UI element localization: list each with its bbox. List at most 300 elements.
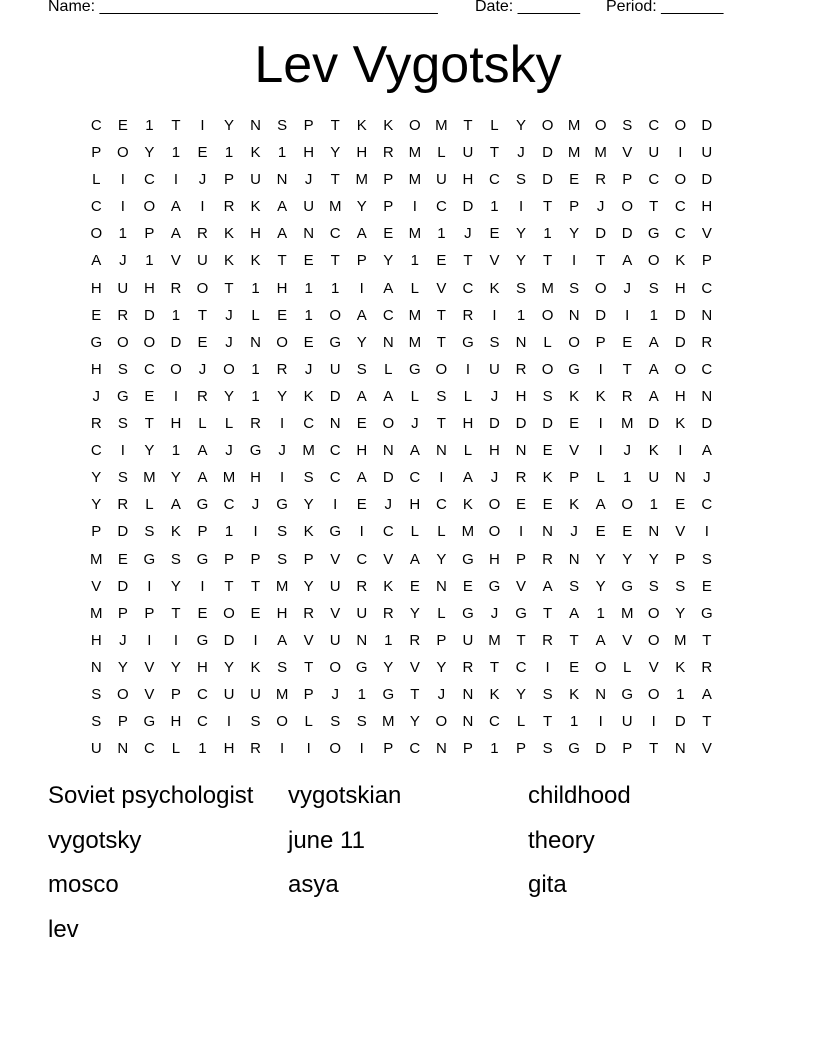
- grid-cell[interactable]: E: [516, 496, 527, 514]
- grid-cell[interactable]: D: [329, 387, 341, 405]
- grid-cell[interactable]: R: [117, 306, 129, 324]
- grid-cell[interactable]: H: [90, 631, 102, 649]
- grid-cell[interactable]: V: [648, 658, 659, 676]
- grid-cell[interactable]: T: [702, 713, 712, 731]
- grid-cell[interactable]: D: [648, 415, 660, 433]
- grid-cell[interactable]: M: [408, 225, 422, 243]
- grid-cell[interactable]: T: [463, 252, 473, 270]
- grid-cell[interactable]: Y: [277, 387, 288, 405]
- grid-cell[interactable]: S: [516, 171, 527, 189]
- grid-cell[interactable]: S: [250, 713, 261, 731]
- grid-cell[interactable]: K: [170, 523, 181, 541]
- grid-cell[interactable]: C: [435, 496, 447, 514]
- grid-cell[interactable]: 1: [516, 306, 526, 324]
- grid-cell[interactable]: H: [170, 713, 182, 731]
- grid-cell[interactable]: G: [462, 550, 474, 568]
- grid-cell[interactable]: I: [306, 740, 311, 758]
- grid-cell[interactable]: C: [515, 658, 527, 676]
- grid-cell[interactable]: P: [303, 550, 314, 568]
- grid-cell[interactable]: T: [622, 360, 632, 378]
- grid-cell[interactable]: J: [278, 442, 286, 460]
- grid-cell[interactable]: H: [674, 387, 686, 405]
- grid-cell[interactable]: A: [409, 550, 420, 568]
- grid-cell[interactable]: D: [595, 225, 607, 243]
- grid-cell[interactable]: Y: [516, 225, 527, 243]
- grid-cell[interactable]: M: [620, 604, 634, 622]
- grid-cell[interactable]: I: [518, 198, 524, 216]
- grid-cell[interactable]: P: [117, 713, 128, 731]
- grid-cell[interactable]: A: [595, 496, 606, 514]
- grid-cell[interactable]: E: [675, 496, 686, 514]
- grid-cell[interactable]: I: [598, 360, 603, 378]
- grid-cell[interactable]: L: [224, 415, 234, 433]
- grid-cell[interactable]: P: [436, 631, 447, 649]
- grid-cell[interactable]: K: [250, 198, 261, 216]
- grid-cell[interactable]: A: [197, 469, 208, 487]
- grid-cell[interactable]: M: [275, 685, 289, 703]
- grid-cell[interactable]: P: [224, 550, 235, 568]
- grid-cell[interactable]: E: [701, 577, 712, 595]
- grid-cell[interactable]: H: [276, 604, 288, 622]
- grid-cell[interactable]: K: [303, 523, 314, 541]
- grid-cell[interactable]: O: [621, 198, 634, 216]
- grid-cell[interactable]: O: [674, 117, 687, 134]
- grid-cell[interactable]: O: [541, 306, 554, 324]
- grid-cell[interactable]: V: [144, 658, 155, 676]
- grid-cell[interactable]: G: [621, 685, 634, 703]
- grid-cell[interactable]: A: [91, 252, 102, 270]
- grid-cell[interactable]: Y: [91, 496, 102, 514]
- grid-cell[interactable]: U: [489, 360, 500, 378]
- date-field[interactable]: Date: _______: [475, 0, 580, 15]
- grid-cell[interactable]: S: [170, 550, 181, 568]
- grid-cell[interactable]: Y: [330, 144, 341, 162]
- grid-cell[interactable]: R: [542, 550, 553, 568]
- grid-cell[interactable]: O: [116, 144, 129, 162]
- grid-cell[interactable]: T: [702, 631, 712, 649]
- grid-cell[interactable]: C: [674, 198, 686, 216]
- grid-cell[interactable]: V: [330, 550, 341, 568]
- grid-cell[interactable]: G: [276, 496, 288, 514]
- grid-cell[interactable]: N: [701, 387, 713, 405]
- grid-cell[interactable]: I: [412, 198, 417, 216]
- period-field[interactable]: Period: _______: [606, 0, 724, 15]
- grid-cell[interactable]: O: [329, 740, 342, 758]
- grid-cell[interactable]: S: [117, 360, 128, 378]
- grid-cell[interactable]: O: [541, 117, 554, 134]
- grid-cell[interactable]: Y: [224, 117, 235, 134]
- grid-cell[interactable]: A: [542, 577, 553, 595]
- grid-cell[interactable]: T: [171, 604, 181, 622]
- grid-cell[interactable]: N: [674, 740, 686, 758]
- word-search-grid[interactable]: [83, 112, 720, 762]
- grid-cell[interactable]: G: [462, 333, 474, 351]
- grid-cell[interactable]: R: [303, 604, 315, 622]
- grid-cell[interactable]: M: [275, 577, 289, 595]
- grid-cell[interactable]: N: [382, 442, 394, 460]
- grid-cell[interactable]: S: [436, 387, 447, 405]
- grid-cell[interactable]: A: [409, 442, 420, 460]
- grid-cell[interactable]: H: [462, 171, 474, 189]
- grid-cell[interactable]: T: [144, 415, 154, 433]
- grid-cell[interactable]: N: [435, 740, 447, 758]
- grid-cell[interactable]: E: [622, 333, 633, 351]
- grid-cell[interactable]: M: [408, 333, 422, 351]
- grid-cell[interactable]: T: [569, 631, 579, 649]
- grid-cell[interactable]: K: [542, 469, 553, 487]
- grid-cell[interactable]: N: [542, 523, 553, 541]
- grid-cell[interactable]: S: [91, 713, 102, 731]
- grid-cell[interactable]: P: [675, 550, 686, 568]
- grid-cell[interactable]: U: [250, 171, 261, 189]
- grid-cell[interactable]: I: [704, 523, 709, 541]
- grid-cell[interactable]: S: [622, 117, 633, 134]
- grid-cell[interactable]: N: [276, 171, 288, 189]
- grid-cell[interactable]: V: [330, 604, 341, 622]
- grid-cell[interactable]: S: [569, 577, 580, 595]
- grid-cell[interactable]: L: [463, 387, 473, 405]
- grid-cell[interactable]: P: [144, 225, 155, 243]
- grid-cell[interactable]: I: [253, 523, 258, 541]
- grid-cell[interactable]: 1: [490, 740, 499, 758]
- grid-cell[interactable]: J: [703, 469, 711, 487]
- grid-cell[interactable]: K: [250, 658, 261, 676]
- grid-cell[interactable]: 1: [224, 144, 234, 162]
- grid-cell[interactable]: I: [280, 740, 285, 758]
- grid-cell[interactable]: G: [196, 550, 209, 568]
- grid-cell[interactable]: P: [462, 740, 473, 758]
- grid-cell[interactable]: O: [223, 604, 235, 622]
- grid-cell[interactable]: O: [594, 658, 607, 676]
- grid-cell[interactable]: R: [250, 415, 261, 433]
- grid-cell[interactable]: O: [409, 117, 421, 134]
- grid-cell[interactable]: K: [675, 658, 686, 676]
- grid-cell[interactable]: K: [383, 577, 394, 595]
- grid-cell[interactable]: G: [143, 713, 156, 731]
- grid-cell[interactable]: G: [249, 442, 262, 460]
- grid-cell[interactable]: T: [649, 740, 659, 758]
- grid-cell[interactable]: O: [674, 171, 687, 189]
- grid-cell[interactable]: 1: [304, 279, 313, 297]
- grid-cell[interactable]: T: [436, 333, 446, 351]
- grid-cell[interactable]: 1: [410, 252, 419, 270]
- grid-cell[interactable]: P: [91, 523, 102, 541]
- grid-cell[interactable]: D: [489, 415, 500, 433]
- grid-cell[interactable]: I: [625, 306, 630, 324]
- grid-cell[interactable]: A: [356, 387, 367, 405]
- grid-cell[interactable]: M: [90, 550, 103, 568]
- grid-cell[interactable]: C: [329, 442, 341, 460]
- grid-cell[interactable]: R: [515, 360, 527, 378]
- grid-cell[interactable]: D: [382, 469, 394, 487]
- grid-cell[interactable]: J: [225, 442, 233, 460]
- grid-cell[interactable]: P: [144, 604, 155, 622]
- grid-cell[interactable]: Y: [516, 117, 527, 134]
- grid-cell[interactable]: I: [253, 631, 258, 649]
- grid-cell[interactable]: C: [489, 171, 500, 189]
- grid-cell[interactable]: A: [170, 225, 181, 243]
- grid-cell[interactable]: K: [383, 117, 394, 134]
- grid-cell[interactable]: U: [701, 144, 713, 162]
- grid-cell[interactable]: I: [280, 469, 285, 487]
- grid-cell[interactable]: P: [569, 198, 580, 216]
- grid-cell[interactable]: A: [595, 631, 606, 649]
- grid-cell[interactable]: R: [621, 387, 633, 405]
- grid-cell[interactable]: E: [303, 333, 314, 351]
- grid-cell[interactable]: C: [701, 360, 713, 378]
- grid-cell[interactable]: E: [144, 387, 155, 405]
- grid-cell[interactable]: A: [701, 442, 712, 460]
- grid-cell[interactable]: P: [516, 550, 527, 568]
- grid-cell[interactable]: C: [329, 469, 341, 487]
- grid-cell[interactable]: M: [222, 469, 236, 487]
- grid-cell[interactable]: Y: [91, 469, 102, 487]
- grid-cell[interactable]: O: [143, 198, 156, 216]
- grid-cell[interactable]: E: [569, 171, 580, 189]
- grid-cell[interactable]: M: [435, 117, 448, 134]
- grid-cell[interactable]: O: [382, 415, 395, 433]
- grid-cell[interactable]: O: [276, 333, 288, 351]
- grid-cell[interactable]: 1: [569, 713, 579, 731]
- grid-cell[interactable]: 1: [437, 225, 446, 243]
- grid-cell[interactable]: C: [143, 360, 155, 378]
- grid-cell[interactable]: I: [439, 469, 444, 487]
- grid-cell[interactable]: I: [651, 713, 656, 731]
- grid-cell[interactable]: Y: [409, 713, 420, 731]
- grid-cell[interactable]: R: [462, 658, 474, 676]
- grid-cell[interactable]: N: [382, 333, 394, 351]
- grid-cell[interactable]: I: [120, 171, 125, 189]
- grid-cell[interactable]: J: [225, 306, 233, 324]
- grid-cell[interactable]: P: [356, 252, 367, 270]
- grid-cell[interactable]: 1: [304, 306, 313, 324]
- grid-cell[interactable]: H: [90, 360, 102, 378]
- grid-cell[interactable]: I: [120, 442, 125, 460]
- grid-cell[interactable]: H: [356, 144, 368, 162]
- grid-cell[interactable]: O: [594, 279, 607, 297]
- grid-cell[interactable]: T: [489, 144, 500, 162]
- grid-cell[interactable]: L: [410, 279, 419, 297]
- grid-cell[interactable]: M: [461, 523, 475, 541]
- grid-cell[interactable]: O: [170, 360, 182, 378]
- grid-cell[interactable]: Y: [170, 658, 181, 676]
- grid-cell[interactable]: T: [542, 198, 553, 216]
- grid-cell[interactable]: 1: [145, 117, 154, 134]
- grid-cell[interactable]: K: [675, 415, 686, 433]
- grid-cell[interactable]: C: [462, 279, 474, 297]
- grid-cell[interactable]: T: [330, 117, 340, 134]
- grid-cell[interactable]: D: [701, 171, 713, 189]
- grid-cell[interactable]: A: [648, 360, 659, 378]
- grid-cell[interactable]: N: [568, 550, 580, 568]
- grid-cell[interactable]: N: [303, 225, 315, 243]
- grid-cell[interactable]: G: [515, 604, 527, 622]
- grid-cell[interactable]: L: [437, 604, 446, 622]
- grid-cell[interactable]: R: [382, 604, 394, 622]
- grid-cell[interactable]: H: [90, 279, 102, 297]
- grid-cell[interactable]: K: [224, 225, 235, 243]
- grid-cell[interactable]: Y: [409, 604, 420, 622]
- grid-cell[interactable]: O: [541, 360, 554, 378]
- grid-cell[interactable]: L: [490, 117, 499, 134]
- grid-cell[interactable]: V: [409, 658, 420, 676]
- grid-cell[interactable]: C: [701, 496, 713, 514]
- grid-cell[interactable]: N: [568, 306, 580, 324]
- grid-cell[interactable]: I: [280, 415, 285, 433]
- grid-cell[interactable]: O: [329, 306, 342, 324]
- grid-cell[interactable]: U: [90, 740, 102, 758]
- grid-cell[interactable]: Y: [675, 604, 686, 622]
- grid-cell[interactable]: 1: [543, 225, 552, 243]
- grid-cell[interactable]: T: [489, 658, 500, 676]
- grid-cell[interactable]: R: [250, 740, 261, 758]
- grid-cell[interactable]: O: [647, 685, 660, 703]
- grid-cell[interactable]: S: [516, 279, 527, 297]
- grid-cell[interactable]: N: [515, 442, 527, 460]
- grid-cell[interactable]: C: [382, 306, 394, 324]
- grid-cell[interactable]: G: [462, 604, 474, 622]
- grid-cell[interactable]: M: [674, 631, 687, 649]
- grid-cell[interactable]: K: [675, 252, 686, 270]
- grid-cell[interactable]: U: [197, 252, 208, 270]
- grid-cell[interactable]: J: [623, 279, 631, 297]
- grid-cell[interactable]: J: [570, 523, 578, 541]
- grid-cell[interactable]: O: [594, 117, 607, 134]
- grid-cell[interactable]: K: [489, 279, 500, 297]
- grid-cell[interactable]: S: [144, 523, 155, 541]
- grid-cell[interactable]: Y: [516, 685, 527, 703]
- grid-cell[interactable]: L: [543, 333, 552, 351]
- grid-cell[interactable]: N: [701, 306, 713, 324]
- grid-cell[interactable]: V: [303, 631, 314, 649]
- grid-cell[interactable]: D: [117, 577, 129, 595]
- grid-cell[interactable]: E: [197, 604, 208, 622]
- grid-cell[interactable]: A: [356, 225, 367, 243]
- grid-cell[interactable]: S: [542, 685, 553, 703]
- grid-cell[interactable]: O: [276, 713, 288, 731]
- grid-cell[interactable]: L: [251, 306, 260, 324]
- grid-cell[interactable]: J: [304, 171, 313, 189]
- grid-cell[interactable]: A: [648, 387, 659, 405]
- grid-cell[interactable]: L: [437, 523, 446, 541]
- grid-cell[interactable]: J: [384, 496, 393, 514]
- grid-cell[interactable]: Y: [648, 550, 659, 568]
- grid-cell[interactable]: M: [594, 144, 607, 162]
- grid-cell[interactable]: Y: [144, 442, 155, 460]
- grid-cell[interactable]: D: [595, 740, 607, 758]
- grid-cell[interactable]: H: [250, 225, 261, 243]
- grid-cell[interactable]: J: [490, 469, 499, 487]
- grid-cell[interactable]: A: [170, 198, 181, 216]
- grid-cell[interactable]: D: [542, 415, 553, 433]
- grid-cell[interactable]: G: [647, 225, 660, 243]
- grid-cell[interactable]: N: [462, 713, 474, 731]
- grid-cell[interactable]: S: [277, 658, 288, 676]
- grid-cell[interactable]: E: [117, 117, 128, 134]
- grid-cell[interactable]: L: [145, 496, 154, 514]
- grid-cell[interactable]: Y: [356, 198, 367, 216]
- grid-cell[interactable]: T: [649, 198, 659, 216]
- grid-cell[interactable]: K: [224, 252, 235, 270]
- grid-cell[interactable]: I: [333, 496, 338, 514]
- grid-cell[interactable]: N: [674, 469, 686, 487]
- grid-cell[interactable]: D: [595, 306, 607, 324]
- grid-cell[interactable]: C: [143, 171, 155, 189]
- grid-cell[interactable]: I: [200, 577, 205, 595]
- grid-cell[interactable]: R: [542, 631, 553, 649]
- grid-cell[interactable]: I: [359, 523, 364, 541]
- grid-cell[interactable]: M: [90, 604, 103, 622]
- grid-cell[interactable]: H: [276, 279, 288, 297]
- grid-cell[interactable]: T: [197, 306, 208, 324]
- grid-cell[interactable]: 1: [198, 740, 207, 758]
- grid-cell[interactable]: A: [383, 387, 394, 405]
- grid-cell[interactable]: V: [91, 577, 102, 595]
- grid-cell[interactable]: H: [303, 144, 315, 162]
- grid-cell[interactable]: Y: [356, 333, 367, 351]
- grid-cell[interactable]: V: [170, 252, 181, 270]
- grid-cell[interactable]: L: [171, 740, 181, 758]
- grid-cell[interactable]: I: [598, 442, 603, 460]
- grid-cell[interactable]: D: [701, 117, 713, 134]
- grid-cell[interactable]: 1: [251, 279, 260, 297]
- grid-cell[interactable]: N: [435, 442, 447, 460]
- grid-cell[interactable]: Y: [569, 225, 580, 243]
- grid-cell[interactable]: D: [170, 333, 182, 351]
- grid-cell[interactable]: H: [409, 496, 421, 514]
- grid-cell[interactable]: E: [462, 577, 473, 595]
- grid-cell[interactable]: A: [569, 604, 580, 622]
- grid-cell[interactable]: I: [226, 713, 232, 731]
- grid-cell[interactable]: A: [356, 306, 367, 324]
- grid-cell[interactable]: C: [90, 117, 102, 134]
- grid-cell[interactable]: 1: [171, 306, 181, 324]
- grid-cell[interactable]: M: [541, 279, 554, 297]
- grid-cell[interactable]: J: [490, 387, 499, 405]
- grid-cell[interactable]: R: [409, 631, 421, 649]
- grid-cell[interactable]: K: [648, 442, 659, 460]
- grid-cell[interactable]: S: [117, 415, 128, 433]
- grid-cell[interactable]: K: [250, 144, 261, 162]
- grid-cell[interactable]: 1: [357, 685, 366, 703]
- grid-cell[interactable]: T: [330, 252, 340, 270]
- grid-cell[interactable]: T: [542, 713, 553, 731]
- name-field[interactable]: Name: ______________________________________: [48, 0, 438, 15]
- grid-cell[interactable]: S: [117, 469, 128, 487]
- grid-cell[interactable]: P: [250, 550, 261, 568]
- grid-cell[interactable]: C: [90, 198, 102, 216]
- grid-cell[interactable]: Y: [622, 550, 633, 568]
- grid-cell[interactable]: N: [648, 523, 660, 541]
- grid-cell[interactable]: E: [197, 333, 208, 351]
- grid-cell[interactable]: O: [143, 333, 156, 351]
- grid-cell[interactable]: A: [170, 496, 181, 514]
- grid-cell[interactable]: R: [223, 198, 235, 216]
- grid-cell[interactable]: N: [595, 685, 607, 703]
- grid-cell[interactable]: Y: [224, 387, 235, 405]
- grid-cell[interactable]: 1: [171, 442, 181, 460]
- grid-cell[interactable]: A: [462, 469, 473, 487]
- grid-cell[interactable]: R: [170, 279, 182, 297]
- grid-cell[interactable]: R: [382, 144, 394, 162]
- grid-cell[interactable]: M: [408, 171, 422, 189]
- grid-cell[interactable]: Y: [383, 658, 394, 676]
- grid-cell[interactable]: I: [359, 740, 364, 758]
- grid-cell[interactable]: E: [542, 442, 553, 460]
- grid-cell[interactable]: S: [356, 713, 367, 731]
- grid-cell[interactable]: M: [355, 171, 368, 189]
- grid-cell[interactable]: J: [331, 685, 339, 703]
